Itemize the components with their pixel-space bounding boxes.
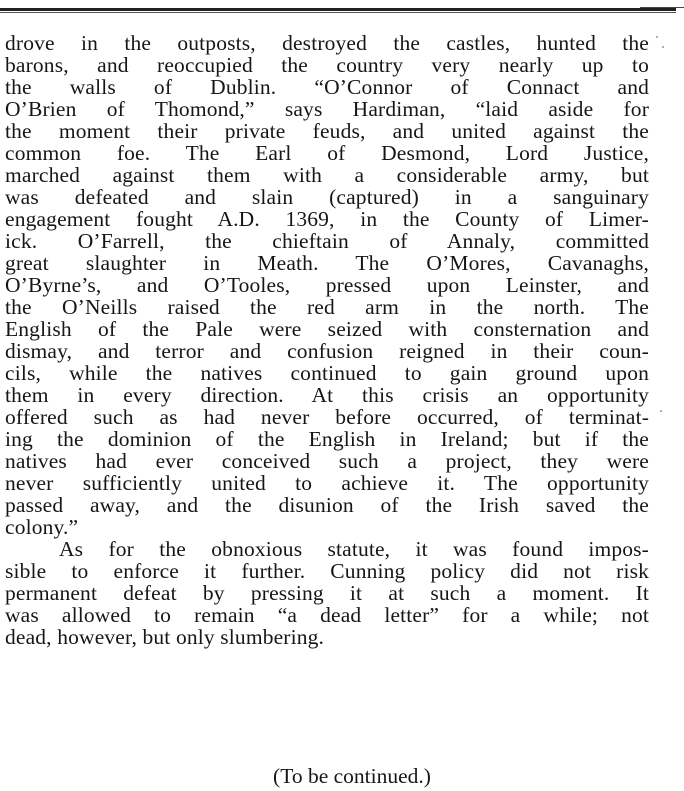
text-line: cils, while the natives continued to gain ground upon xyxy=(5,361,649,385)
text-line: O’Brien of Thomond,” says Hardiman, “laid aside for xyxy=(5,97,649,121)
text-line: natives had ever conceived such a project, they were xyxy=(5,449,649,473)
paragraph-1 xyxy=(5,32,649,538)
article-body xyxy=(5,32,649,648)
paragraph-2 xyxy=(5,538,649,648)
text-line: colony.” xyxy=(5,515,79,539)
text-line: permanent defeat by pressing it at such a moment. It xyxy=(5,581,649,605)
print-speck xyxy=(656,36,658,38)
text-line: drove in the outposts, destroyed the castles, hunted the xyxy=(5,31,649,55)
text-line: sible to enforce it further. Cunning policy did not risk xyxy=(5,559,649,583)
text-line: dismay, and terror and confusion reigned in their coun- xyxy=(5,339,649,363)
text-line: the O’Neills raised the red arm in the north. The xyxy=(5,295,649,319)
header-rule-thin xyxy=(0,12,676,13)
text-line: was defeated and slain (captured) in a sanguinary xyxy=(5,185,649,209)
text-line: dead, however, but only slumbering. xyxy=(5,625,325,649)
text-line: common foe. The Earl of Desmond, Lord Justice, xyxy=(5,141,649,165)
text-line: the moment their private feuds, and united against the xyxy=(5,119,649,143)
to-be-continued-note: (To be continued.) xyxy=(273,764,431,788)
text-line: ick. O’Farrell, the chieftain of Annaly, committed xyxy=(5,229,649,253)
text-line: barons, and reoccupied the country very nearly up to xyxy=(5,53,649,77)
column-edge-rule xyxy=(640,7,684,8)
text-line: marched against them with a considerable army, but xyxy=(5,163,649,187)
text-line: engagement fought A.D. 1369, in the County of Limer- xyxy=(5,207,649,231)
header-rule xyxy=(0,8,676,11)
text-line: never sufficiently united to achieve it. The opportunity xyxy=(5,471,649,495)
text-line: the walls of Dublin. “O’Connor of Connact and xyxy=(5,75,649,99)
text-line: passed away, and the disunion of the Irish saved the xyxy=(5,493,649,517)
text-line: English of the Pale were seized with consternation and xyxy=(5,317,649,341)
text-line: O’Byrne’s, and O’Tooles, pressed upon Leinster, and xyxy=(5,273,649,297)
text-line: great slaughter in Meath. The O’Mores, Cavanaghs, xyxy=(5,251,649,275)
text-line: As for the obnoxious statute, it was found impos- xyxy=(59,537,649,561)
text-line: them in every direction. At this crisis an opportunity xyxy=(5,383,649,407)
print-speck xyxy=(660,410,662,412)
print-speck xyxy=(662,46,664,48)
text-line: ing the dominion of the English in Ireland; but if the xyxy=(5,427,649,451)
text-line: offered such as had never before occurred, of terminat- xyxy=(5,405,649,429)
text-line: was allowed to remain “a dead letter” for a while; not xyxy=(5,603,649,627)
